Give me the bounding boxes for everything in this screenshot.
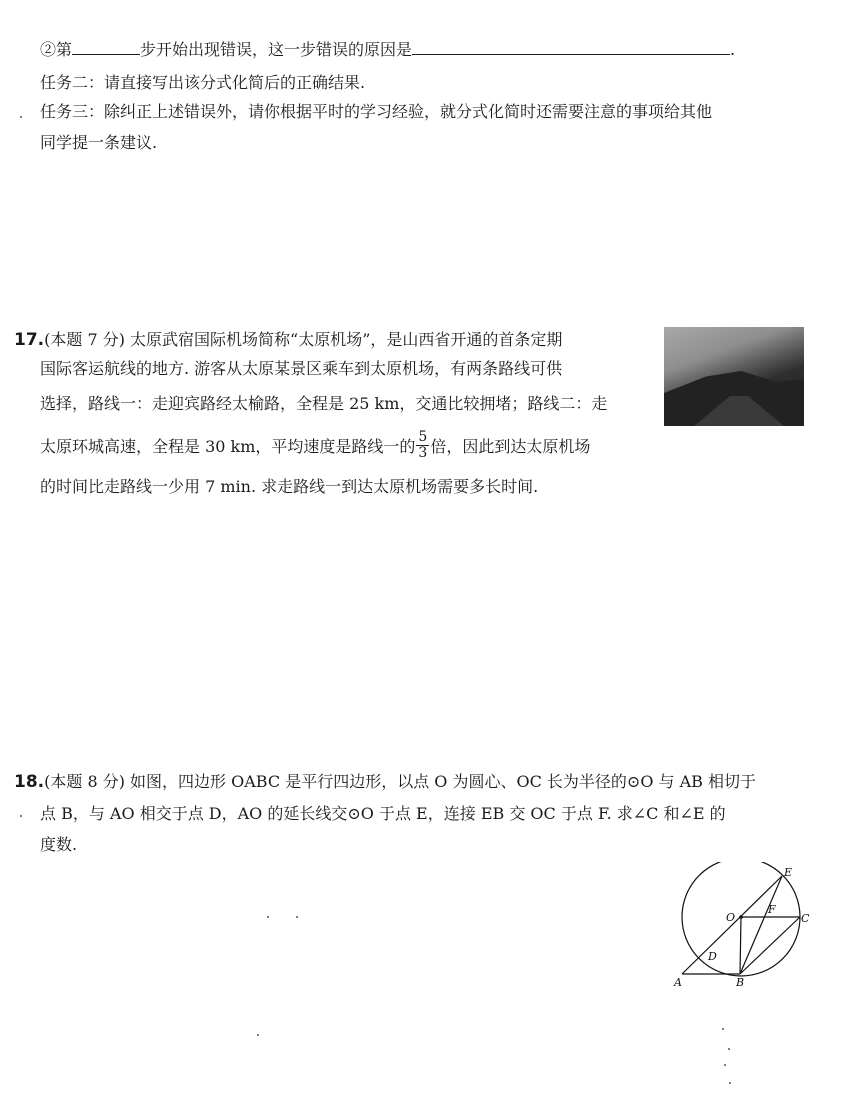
q18-line1 bbox=[14, 772, 756, 792]
label-a: A bbox=[674, 976, 682, 989]
scan-speck bbox=[729, 1082, 731, 1084]
segment-bc bbox=[740, 917, 800, 974]
q18-number: 18. bbox=[14, 772, 45, 792]
error-step-text: 步开始出现错误，这一步错误的原因是 bbox=[140, 40, 413, 59]
label-b: B bbox=[736, 976, 745, 989]
q17-text1: (本题 7 分) 太原武宿国际机场简称“太原机场”，是山西省开通的首条定期 bbox=[44, 330, 563, 349]
q18-text1: (本题 8 分) 如图，四边形 OABC 是平行四边形，以点 O 为圆心、OC 长为半径的⊙O 与 AB 相切于 bbox=[44, 772, 757, 791]
label-o: O bbox=[726, 911, 736, 924]
error-step-prefix: ②第 bbox=[40, 40, 73, 59]
scan-speck bbox=[257, 1034, 259, 1036]
scan-speck bbox=[722, 1028, 724, 1030]
step-number-blank[interactable] bbox=[72, 40, 140, 55]
scan-speck bbox=[20, 815, 22, 817]
label-c: C bbox=[801, 912, 810, 925]
q17-line3: 选择，路线一：走迎宾路经太榆路，全程是 25 km，交通比较拥堵；路线二：走 bbox=[40, 394, 608, 413]
scan-speck bbox=[296, 916, 298, 918]
error-step-line bbox=[40, 40, 735, 60]
q17-text4b: 倍，因此到达太原机场 bbox=[430, 437, 591, 456]
q18-line3: 度数. bbox=[40, 835, 78, 854]
airport-photo bbox=[664, 327, 804, 426]
task-two: 任务二：请直接写出该分式化简后的正确结果. bbox=[40, 73, 366, 92]
fraction-numerator: 5 bbox=[418, 429, 428, 445]
period: . bbox=[730, 40, 736, 59]
label-d: D bbox=[708, 950, 717, 963]
task-three-line2: 同学提一条建议. bbox=[40, 133, 158, 152]
label-e: E bbox=[784, 866, 793, 879]
fraction-denominator: 3 bbox=[418, 445, 428, 461]
five-thirds-fraction bbox=[416, 430, 429, 461]
scan-speck bbox=[724, 1064, 726, 1066]
q18-line2: 点 B，与 AO 相交于点 D，AO 的延长线交⊙O 于点 E，连接 EB 交 OC 于点 F. 求∠C 和∠E 的 bbox=[40, 804, 726, 823]
scan-speck bbox=[728, 1048, 730, 1050]
segment-ob bbox=[740, 917, 741, 974]
scan-speck bbox=[20, 116, 22, 118]
q17-line1 bbox=[14, 330, 562, 350]
task-three-line1: 任务三：除纠正上述错误外，请你根据平时的学习经验，就分式化简时还需要注意的事项给其他 bbox=[40, 102, 713, 121]
label-f: F bbox=[768, 903, 776, 916]
q17-number: 17. bbox=[14, 330, 45, 350]
q17-line5: 的时间比走路线一少用 7 min. 求走路线一到达太原机场需要多长时间. bbox=[40, 477, 539, 496]
q17-line2: 国际客运航线的地方. 游客从太原某景区乘车到太原机场，有两条路线可供 bbox=[40, 359, 563, 378]
segment-eb bbox=[740, 876, 782, 974]
scan-speck bbox=[267, 916, 269, 918]
q17-line4 bbox=[40, 429, 591, 463]
error-reason-blank[interactable] bbox=[412, 40, 730, 55]
segment-ae bbox=[682, 876, 782, 974]
point-o bbox=[739, 915, 743, 919]
q17-text4a: 太原环城高速，全程是 30 km，平均速度是路线一的 bbox=[40, 437, 416, 456]
geometry-figure bbox=[668, 862, 818, 992]
